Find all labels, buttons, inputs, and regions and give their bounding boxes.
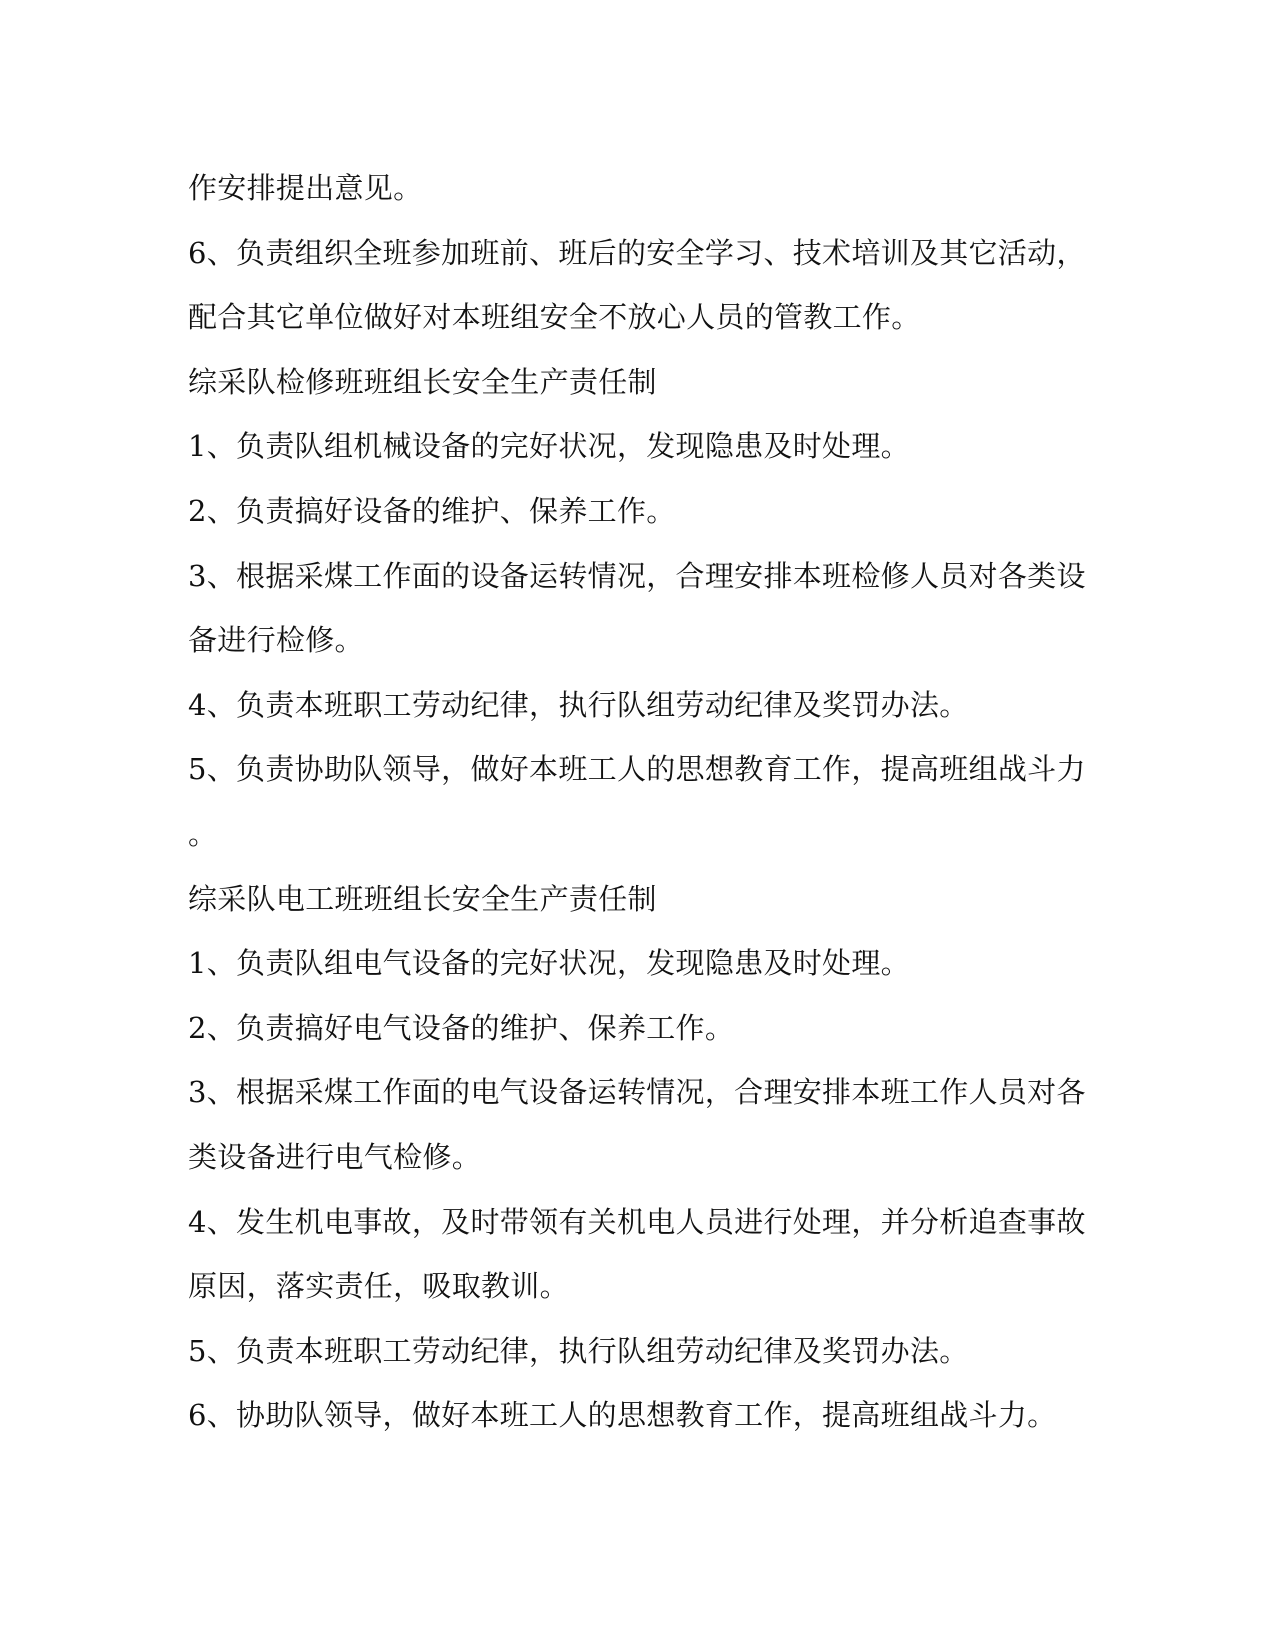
text-line: 6、协助队领导，做好本班工人的思想教育工作，提高班组战斗力。 — [188, 1398, 1057, 1433]
section-heading: 综采队检修班班组长安全生产责任制 — [188, 364, 657, 399]
text-line: 原因，落实责任，吸取教训。 — [188, 1269, 569, 1304]
text-line: 5、负责本班职工劳动纪律，执行队组劳动纪律及奖罚办法。 — [188, 1333, 969, 1368]
text-line: 配合其它单位做好对本班组安全不放心人员的管教工作。 — [188, 300, 921, 335]
text-line: 3、根据采煤工作面的电气设备运转情况，合理安排本班工作人员对各 — [188, 1075, 1086, 1110]
text-line: 。 — [188, 816, 218, 851]
text-line: 类设备进行电气检修。 — [188, 1139, 482, 1174]
text-line: 5、负责协助队领导，做好本班工人的思想教育工作，提高班组战斗力 — [188, 752, 1086, 787]
text-line: 2、负责搞好设备的维护、保养工作。 — [188, 493, 676, 528]
text-line: 1、负责队组机械设备的完好状况，发现隐患及时处理。 — [188, 429, 910, 464]
text-line: 作安排提出意见。 — [188, 171, 423, 205]
text-line: 4、发生机电事故，及时带领有关机电人员进行处理，并分析追查事故 — [188, 1204, 1086, 1239]
text-line: 备进行检修。 — [188, 623, 364, 658]
section-heading: 综采队电工班班组长安全生产责任制 — [188, 881, 657, 916]
text-line: 1、负责队组电气设备的完好状况，发现隐患及时处理。 — [188, 946, 910, 981]
text-line: 4、负责本班职工劳动纪律，执行队组劳动纪律及奖罚办法。 — [188, 687, 969, 722]
document-body — [188, 156, 1093, 1448]
text-line: 3、根据采煤工作面的设备运转情况，合理安排本班检修人员对各类设 — [188, 558, 1086, 593]
text-line: 2、负责搞好电气设备的维护、保养工作。 — [188, 1010, 735, 1045]
text-line: 6、负责组织全班参加班前、班后的安全学习、技术培训及其它活动， — [188, 235, 1086, 270]
